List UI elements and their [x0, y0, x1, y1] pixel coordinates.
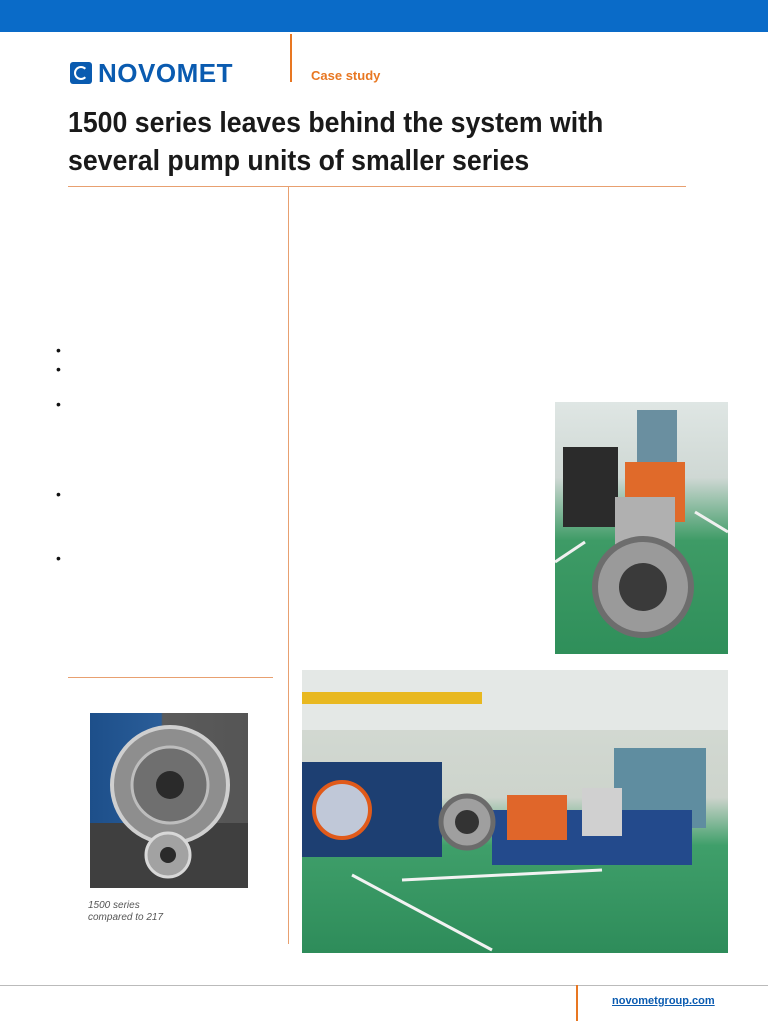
logo-text: NOVOMET [98, 58, 233, 88]
pump-assembly-illustration [302, 670, 728, 953]
title-divider [68, 186, 686, 187]
pump-assembly-photo [302, 670, 728, 953]
impeller-comparison-photo [90, 713, 248, 888]
website-link[interactable]: novometgroup.com [612, 995, 715, 1007]
logo-mark-icon [70, 62, 92, 84]
section-label: Case study [311, 68, 381, 83]
bullet-marker: • [56, 342, 61, 358]
column-divider [288, 186, 289, 944]
caption-line-1: 1500 series [88, 900, 140, 911]
top-banner [0, 0, 768, 32]
bullet-marker: • [56, 486, 61, 502]
novomet-logo [70, 60, 233, 86]
photo-caption [88, 900, 163, 924]
bullet-marker: • [56, 396, 61, 412]
footer-accent-divider [576, 985, 578, 1021]
bullet-marker: • [56, 361, 61, 377]
footer-divider [0, 985, 768, 986]
bullet-marker: • [56, 550, 61, 566]
header-divider [290, 34, 292, 82]
sidebar-divider [68, 677, 273, 678]
pump-test-bench-photo [555, 402, 728, 654]
impeller-comparison-illustration [90, 713, 248, 888]
pump-test-bench-illustration [555, 402, 728, 654]
page-title: 1500 series leaves behind the system with several pump units of smaller series [68, 107, 604, 177]
caption-line-2: compared to 217 [88, 912, 164, 923]
